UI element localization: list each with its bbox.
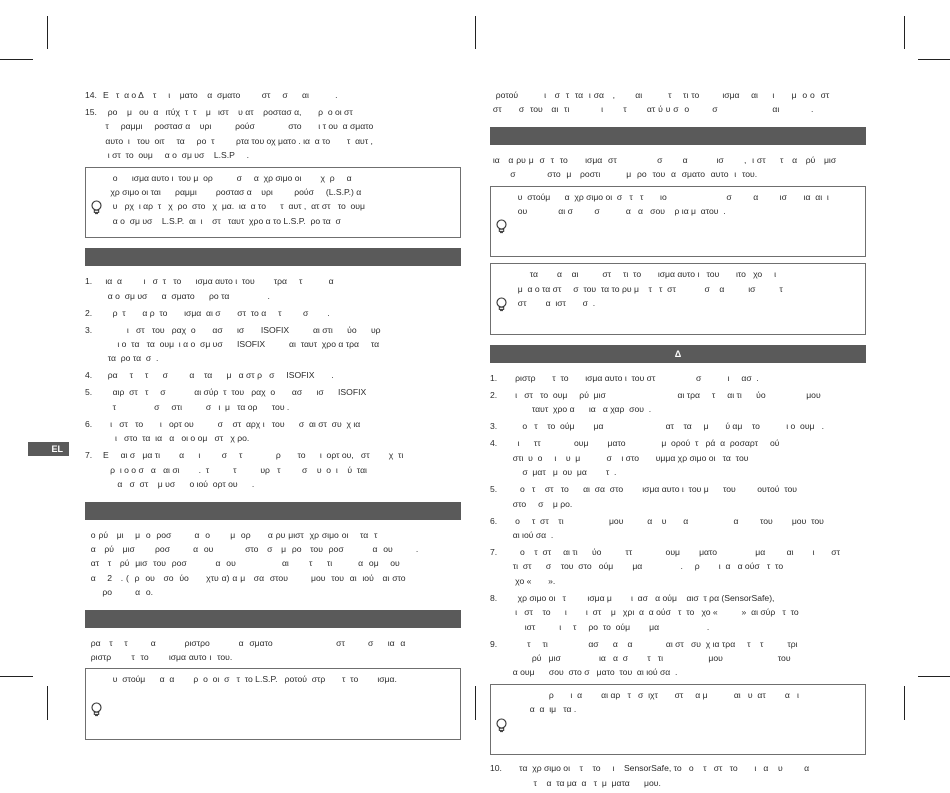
note-box (490, 186, 866, 258)
list-item: 4. ρα τ τ σ α τα μ α στ ρ σ ISOFIX . (85, 370, 334, 381)
list-item: 5. αιρ στ τ σ αι σύρ τ του ραχ ο ασ ισ ISOFIX τ σ στι σ ι μ τα ορ του . (85, 387, 367, 412)
lightbulb-icon (90, 672, 108, 736)
note-box (85, 167, 461, 239)
list-item: 15. ρο μ ου α ιτύχ τ τ μ ιστ υ ατ ροστασ α, ρ ο οι στ τ ραμμι ροστασ α υρι ρούσ στο ι τ ου α σματο αυτο ι του οιτ τα ρο τ ρτα του οχ ματο . ια α το τ αυτ , ι στ το ουμ α ο σμ υσ L.S.P . (85, 107, 374, 161)
section-heading-bar (85, 502, 461, 520)
note-text: ο ισμα αυτο ι του μ ορ σ α χρ σιμο οι χ ρ α χρ σιμο οι ται ραμμι ροστασ α υρι ρούσ (L.S.P.) α υ ρχ ι αρ τ χ ρο στο χ μα. ια α το τ αυτ , ατ στ το ουμ α ο σμ υσ L.S.P. αι ι στ ταυτ χρο α το L.S.P. ρο τα σ (110, 172, 365, 226)
left-column (85, 88, 461, 746)
crop-mark (47, 686, 48, 720)
list-item: 8. χρ σιμο οι τ ισμα μ ι ασ α ούμ αισ τ ρα (SensorSafe), ι στ το ι ι στ μ χρι α α ούσ τ το χο « » αι σύρ τ το ιστ ι τ ρο το ούμ μα . (490, 592, 799, 632)
lightbulb-icon (495, 688, 513, 752)
lightbulb-icon (495, 267, 513, 331)
list-item: 6. ι στ το ι ορτ ου σ στ αρχ ι του σ αι στ συ χ ια ι στο τα ια α οι ο ομ στ χ ρο. (85, 418, 361, 444)
paragraph: ρα τ τ α ριστρο α σματο στ σ ια α ριστρ τ το ισμα αυτο ι του. (90, 637, 406, 662)
list-item: 2. ρ τ α ρ το ισμα αι σ στ το α τ σ . (85, 307, 330, 318)
crop-mark (475, 686, 476, 720)
list-item: 4. ι ττ ουμ ματο μ ορού τ ρά α ροσαρτ ού στι υ ο ι υ μ σ ι στο υμμα χρ σιμο οι τα του σ ματ μ ου μα τ . (490, 438, 780, 478)
numbered-list (85, 274, 461, 491)
lightbulb-icon (90, 171, 108, 235)
crop-mark (918, 59, 950, 60)
list-item: 10. τα χρ σιμο οι τ το ι SensorSafe, το ο τ στ το ι α υ α τ α τα μα α τ μ ματα μου. (490, 763, 810, 788)
list-item: 6. ο τ στ τι μου α υ α α του μου του αι ιού σα . (490, 515, 824, 540)
note-box (85, 668, 461, 740)
list-item: 1. ριστρ τ το ισμα αυτο ι του στ σ ι ασ . (490, 372, 759, 383)
list-item: 2. ι στ το ουμ ρύ μισ αι τρα τ αι τι ύο μου ταυτ χρο α ια α χαρ σου . (490, 389, 821, 415)
paragraph: ο ρύ μι μ ο ροσ α ο μ ορ α ρυ μιστ χρ σιμο οι τα τ α ρύ μισ ροσ α ου στο σ μ ρο του ροσ α ου . ατ τ ρύ μισ του ροσ α ου αι τ τι α ομ ου α 2 . ( ρ ου σο ύο χτυ α) α μ σα στου μου του αι ιού αι στο ρο α ο. (90, 529, 419, 598)
lightbulb-icon (495, 190, 513, 254)
section-heading-bar (85, 248, 461, 266)
paragraph: ια α ρυ μ σ τ το ισμα στ σ α ισ , ι στ τ α ρύ μισ σ στο μ ροστι μ ρο του α σματο αυτο ι του. (492, 154, 837, 180)
list-item: 1. ια α ι σ τ το ισμα αυτο ι του τρα τ α α ο σμ υσ α σματο ρο τα . (85, 276, 334, 301)
crop-mark (904, 686, 905, 720)
numbered-list (490, 371, 866, 680)
list-item: 3. ι στ του ραχ ο ασ ισ ISOFIX αι στι ύο υρ ι ο τα τα ουμ ι α ο σμ υσ ISOFIX αι ταυτ χρο α τρα τα τα ρο τα σ . (85, 324, 381, 364)
crop-mark (0, 59, 33, 60)
section-heading-bar (490, 127, 866, 145)
crop-mark (918, 676, 950, 677)
note-text: ρ ι α αι αρ τ σ ιχτ στ α μ αι υ ατ α ι α α ιμ τα . (529, 689, 799, 715)
paragraph: ροτού ι σ τ τα ι σα , αι τ τι το ισμα αι ι μ ο ο στ στ σ του αι τι ι τ ατ ύ υ σ ο σ αι . (492, 90, 830, 115)
crop-mark (475, 16, 476, 49)
list-item: 7. ο τ στ αι τι ύο ττ ουμ ματο μα αι ι στ τι στ σ του στο ούμ μα . ρ ι α α ούσ τ το χο « ». (490, 546, 840, 586)
note-box (490, 263, 866, 335)
crop-mark (0, 676, 33, 677)
top-numbered-list (85, 88, 461, 163)
note-text: υ στούμ α α ρ ο οι σ τ το L.S.P. ροτού στρ τ το ισμα. (108, 674, 397, 685)
section-heading-bar (85, 610, 461, 628)
list-item: 7. Ε αι σ μα τι α ι σ τ ρ το ι ορτ ου, στ χ τι ρ ι ο ο σ α αι σι . τ τ υρ τ σ υ ο ι ύ ται α σ στ μ υσ ο ιού ορτ ου . (85, 450, 404, 490)
list-item: 9. τ τι ασ α α αι στ συ χ ια τρα τ τ τρι ρύ μισ ια α σ τ τι μου του α ουμ σου στο σ ματο του αι ιού σα . (490, 638, 798, 678)
right-column (490, 88, 866, 793)
language-side-tab: EL (28, 442, 69, 456)
note-text: υ στούμ α χρ σιμο οι σ τ τ ιο σ α ισ ια αι ι ου αι σ σ α α σου ρ ια μ ατου . (517, 191, 829, 217)
crop-mark (904, 16, 905, 49)
numbered-list (490, 761, 866, 790)
list-item: 5. ο τ στ το αι σα στο ισμα αυτο ι του μ του ουτού του στο σ μ ρο. (490, 484, 797, 509)
note-text: τα α αι στ τι το ισμα αυτο ι του ιτο χο ι μ α ο τα στ σ του τα το ρυ μ τ τ στ σ α ισ τ στ α ιστ σ . (517, 269, 783, 309)
list-item: 3. ο τ το ούμ μα ατ τα μ ύ αμ το ι ο ουμ . (490, 421, 825, 432)
section-heading-bar: Δ (490, 345, 866, 363)
note-box (490, 684, 866, 756)
crop-mark (47, 16, 48, 49)
list-item: 14. Ε τ α ο Δ τ ι ματο α σματο στ σ αι . (85, 90, 338, 100)
